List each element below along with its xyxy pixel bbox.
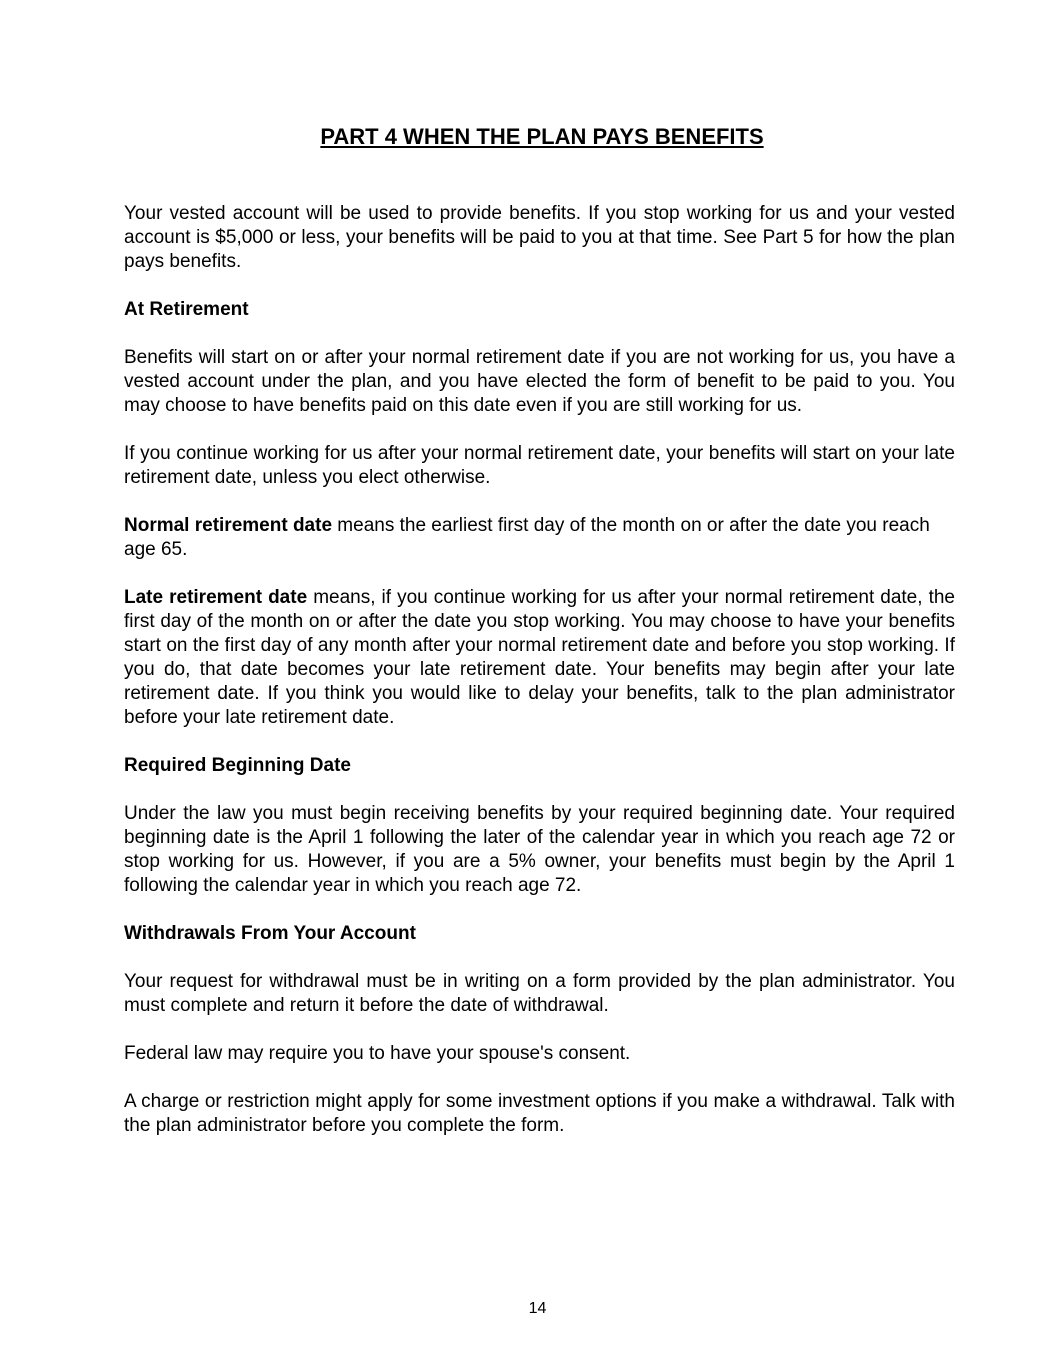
required-beginning-paragraph: Under the law you must begin receiving benefits by your required beginning date. Your required beginning date is the April 1 following the later of the calendar year in which you reach age 72 or stop working for us. However, if you are a 5% owner, your benefits must begin by the April 1 following the calendar year in which you reach age 72. — [124, 803, 955, 896]
late-retirement-definition — [124, 586, 955, 730]
section-heading-at-retirement: At Retirement — [124, 299, 249, 320]
normal-retirement-term: Normal retirement date — [124, 515, 333, 536]
page-number: 14 — [528, 1300, 547, 1317]
normal-retirement-text: means the earliest first day of the month on or after the date you reach age 65. — [124, 515, 930, 560]
withdrawals-paragraph-3: A charge or restriction might apply for some investment options if you make a withdrawal. Talk with the plan administrator before you complete the form. — [124, 1091, 955, 1136]
normal-retirement-definition — [124, 514, 955, 562]
section-heading-withdrawals: Withdrawals From Your Account — [124, 923, 416, 944]
section-heading-required-beginning-date: Required Beginning Date — [124, 755, 351, 776]
intro-paragraph: Your vested account will be used to provide benefits. If you stop working for us and your vested account is $5,000 or less, your benefits will be paid to you at that time. See Part 5 for how the plan pays benefits. — [124, 203, 955, 272]
withdrawals-paragraph-1: Your request for withdrawal must be in writing on a form provided by the plan administrator. You must complete and return it before the date of withdrawal. — [124, 971, 955, 1016]
document-page — [124, 118, 955, 1138]
retirement-paragraph-1: Benefits will start on or after your normal retirement date if you are not working for us, you have a vested account under the plan, and you have elected the form of benefit to be paid to you. You may choose to have benefits paid on this date even if you are still working for us. — [124, 347, 955, 416]
late-retirement-text: means, if you continue working for us after your normal retirement date, the first day of the month on or after the date you stop working. You may choose to have your benefits start on the first day of any month after your normal retirement date and before you stop working. If you do, that date becomes your late retirement date. Your benefits may begin after your late retirement date. If you think you would like to delay your benefits, talk to the plan administrator before your late retirement date. — [124, 587, 955, 728]
late-retirement-term: Late retirement date — [124, 587, 308, 608]
withdrawals-paragraph-2: Federal law may require you to have your spouse's consent. — [124, 1043, 631, 1064]
retirement-paragraph-2: If you continue working for us after your normal retirement date, your benefits will start on your late retirement date, unless you elect otherwise. — [124, 443, 955, 488]
page-title: PART 4 WHEN THE PLAN PAYS BENEFITS — [320, 124, 764, 149]
